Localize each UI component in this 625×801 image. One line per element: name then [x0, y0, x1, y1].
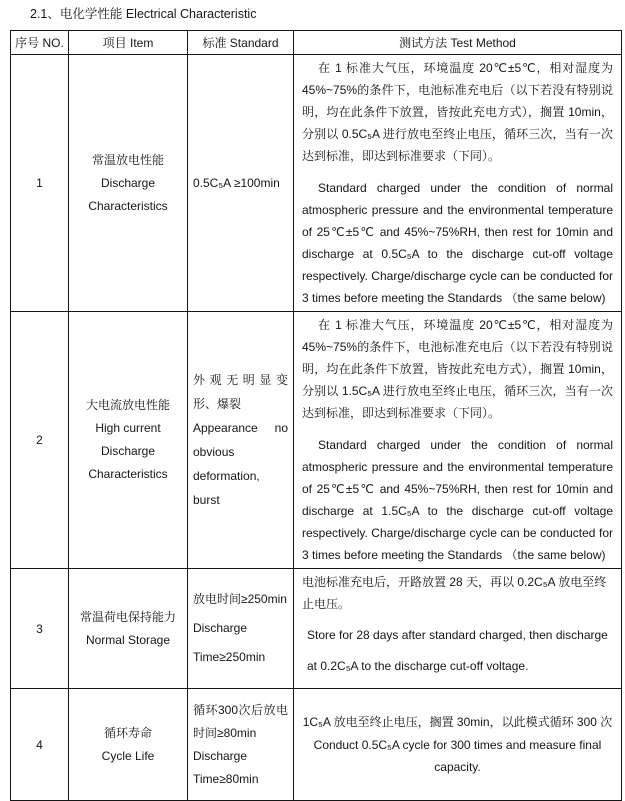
col-header-item: 项目 Item	[69, 31, 188, 55]
col-header-no: 序号 NO.	[11, 31, 69, 55]
method-paragraph-en: Standard charged under the condition of normal atmospheric pressure and the environmental temperature of 25℃±5℃ and 45%~75%RH, then rest for 10min and discharge at 0.5C₅A to the discharge cut-off voltage respectively. Charge/discharge cycle can be conducted for 3 times before meeting the Standards （the same below)	[302, 181, 613, 305]
standard-value-cn: 外观无明显变形、爆裂	[193, 373, 288, 411]
standard-cell	[188, 689, 294, 801]
method-paragraph-en-1: Store for 28 days after standard charged, then discharge	[307, 628, 608, 642]
standard-value-cn: 循环300次后放电时间≥80min	[193, 702, 288, 740]
standard-value-en: Discharge Time≥250min	[193, 621, 266, 664]
col-header-method: 测试方法 Test Method	[294, 31, 622, 55]
row-number: 1	[11, 55, 69, 312]
test-method-cell	[294, 569, 622, 689]
test-method-cell	[294, 689, 622, 801]
row-number: 4	[11, 689, 69, 801]
method-paragraph-cn: 电池标准充电后，开路放置 28 天，再以 0.2C₅A 放电至终止电压。	[302, 575, 607, 611]
item-name-cn: 常温放电性能	[91, 152, 164, 167]
item-name-cn: 循环寿命	[103, 725, 152, 740]
method-paragraph-cn: 在 1 标准大气压，环境温度 20℃±5℃，相对湿度为 45%~75%的条件下，电池标准充电后（以下若没有特别说明，均在此条件下放置，皆按此充电方式），搁置 10min，分别以 1.5C₅A 进行放电至终止电压，循环三次，当有一次达到标准，即达到标准要求（下同）。	[302, 318, 613, 420]
item-name-en: Normal Storage	[85, 632, 171, 647]
item-name-en: Discharge Characteristics	[88, 175, 168, 213]
section-title: 2.1、电化学性能 Electrical Characteristic	[30, 7, 257, 21]
method-paragraph-cn: 1C₅A 放电至终止电压，搁置 30min，以此模式循环 300 次	[302, 714, 613, 729]
item-name-cn: 常温荷电保持能力	[79, 609, 176, 624]
row-number: 3	[11, 569, 69, 689]
standard-value: 0.5C₅A ≥100min	[193, 176, 280, 190]
table-row-3	[11, 569, 622, 689]
standard-cell	[188, 569, 294, 689]
method-paragraph-cn: 在 1 标准大气压，环境温度 20℃±5℃，相对湿度为 45%~75%的条件下，电池标准充电后（以下若没有特别说明，均在此条件下放置，皆按此充电方式），搁置 10min，分别以 0.5C₅A 进行放电至终止电压，循环三次，当有一次达到标准，即达到标准要求（下同）。	[302, 61, 613, 163]
table-row-4	[11, 689, 622, 801]
test-method-cell	[294, 312, 622, 569]
item-cell	[69, 569, 188, 689]
row-number: 2	[11, 312, 69, 569]
item-name-en: Cycle Life	[101, 748, 155, 763]
col-header-standard: 标准 Standard	[188, 31, 294, 55]
standard-cell	[188, 312, 294, 569]
test-method-cell	[294, 55, 622, 312]
standard-cell	[188, 55, 294, 312]
table-row-1	[11, 55, 622, 312]
table-header	[11, 31, 622, 55]
method-paragraph-en: Standard charged under the condition of normal atmospheric pressure and the environmental temperature of 25℃±5℃ and 45%~75%RH, then rest for 10min and discharge at 1.5C₅A to the discharge cut-off voltage respectively. Charge/discharge cycle can be conducted for 3 times before meeting the Standards （the same below)	[302, 438, 613, 562]
electrical-characteristics-table	[10, 30, 622, 801]
table-body	[11, 55, 622, 801]
item-cell	[69, 55, 188, 312]
method-paragraph-en-2: at 0.2C₅A to the discharge cut-off voltage.	[307, 659, 529, 673]
standard-value-cn: 放电时间≥250min	[193, 592, 287, 606]
item-cell	[69, 312, 188, 569]
item-name-cn: 大电流放电性能	[85, 398, 170, 412]
standard-value-en: Appearance no obvious deformation, burst	[193, 421, 288, 507]
standard-value-en: Discharge Time≥80min	[193, 748, 259, 786]
item-cell	[69, 689, 188, 801]
item-name-en: High current Discharge Characteristics	[88, 421, 168, 481]
method-paragraph-en: Conduct 0.5C₅A cycle for 300 times and measure final capacity.	[313, 737, 602, 774]
table-row-2	[11, 312, 622, 569]
header-row	[11, 31, 622, 55]
